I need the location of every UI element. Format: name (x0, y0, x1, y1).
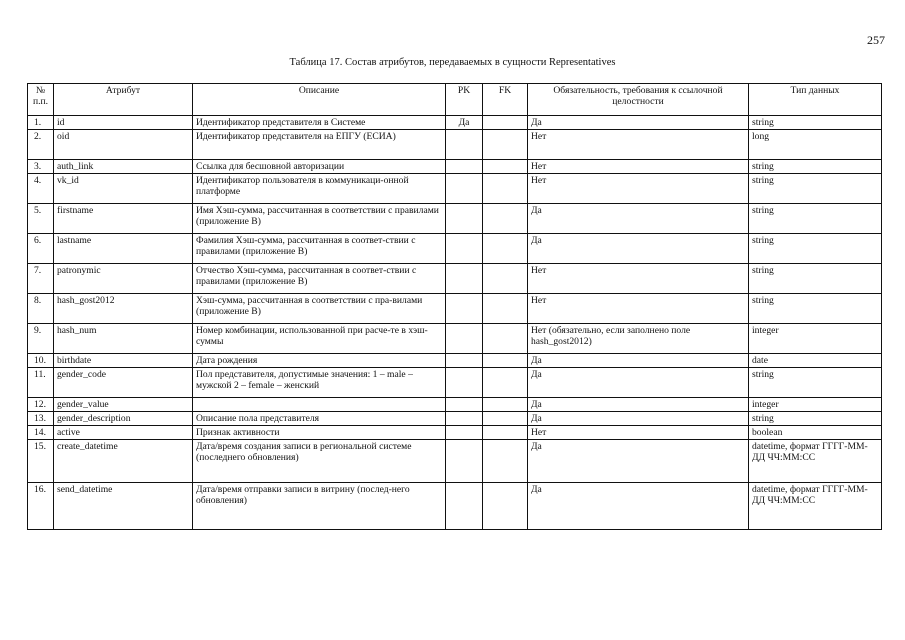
cell-pk (446, 483, 483, 530)
cell-type: string (749, 294, 882, 324)
cell-num: 7. (28, 264, 54, 294)
header-type: Тип данных (749, 84, 882, 116)
cell-mandatory: Да (528, 398, 749, 412)
cell-pk (446, 426, 483, 440)
cell-mandatory: Нет (528, 294, 749, 324)
cell-num: 1. (28, 116, 54, 130)
cell-num: 6. (28, 234, 54, 264)
cell-description: Дата/время создания записи в региональной системе (последнего обновления) (193, 440, 446, 483)
table-header-row (28, 84, 882, 116)
table-row (28, 294, 882, 324)
cell-description: Имя Хэш-сумма, рассчитанная в соответствии с правилами (приложение В) (193, 204, 446, 234)
cell-type: string (749, 160, 882, 174)
cell-fk (483, 234, 528, 264)
table-row (28, 234, 882, 264)
header-pk: PK (446, 84, 483, 116)
cell-fk (483, 264, 528, 294)
cell-pk (446, 130, 483, 160)
table-row (28, 354, 882, 368)
cell-attribute: auth_link (54, 160, 193, 174)
cell-description: Пол представителя, допустимые значения: 1 – male – мужской 2 – female – женский (193, 368, 446, 398)
cell-pk (446, 368, 483, 398)
cell-type: date (749, 354, 882, 368)
cell-description: Идентификатор пользователя в коммуникаци-онной платформе (193, 174, 446, 204)
cell-description: Отчество Хэш-сумма, рассчитанная в соответ-ствии с правилами (приложение В) (193, 264, 446, 294)
cell-fk (483, 204, 528, 234)
table-row (28, 116, 882, 130)
cell-num: 2. (28, 130, 54, 160)
cell-description: Дата/время отправки записи в витрину (послед-него обновления) (193, 483, 446, 530)
cell-num: 5. (28, 204, 54, 234)
cell-mandatory: Нет (528, 174, 749, 204)
cell-num: 3. (28, 160, 54, 174)
cell-pk (446, 354, 483, 368)
cell-mandatory: Да (528, 412, 749, 426)
cell-num: 14. (28, 426, 54, 440)
table-row (28, 130, 882, 160)
cell-attribute: hash_gost2012 (54, 294, 193, 324)
cell-type: boolean (749, 426, 882, 440)
table-row (28, 174, 882, 204)
table-row (28, 412, 882, 426)
cell-mandatory: Нет (528, 426, 749, 440)
cell-type: datetime, формат ГГГГ-ММ-ДД ЧЧ:ММ:СС (749, 483, 882, 530)
cell-pk (446, 204, 483, 234)
cell-type: integer (749, 398, 882, 412)
cell-fk (483, 294, 528, 324)
page-number: 257 (867, 33, 885, 47)
cell-fk (483, 426, 528, 440)
table-row (28, 204, 882, 234)
cell-mandatory: Нет (528, 130, 749, 160)
cell-description: Идентификатор представителя на ЕПГУ (ЕСИА) (193, 130, 446, 160)
cell-num: 8. (28, 294, 54, 324)
cell-description: Признак активности (193, 426, 446, 440)
cell-attribute: gender_description (54, 412, 193, 426)
cell-attribute: vk_id (54, 174, 193, 204)
cell-attribute: firstname (54, 204, 193, 234)
cell-description: Дата рождения (193, 354, 446, 368)
cell-attribute: gender_value (54, 398, 193, 412)
cell-num: 16. (28, 483, 54, 530)
cell-type: long (749, 130, 882, 160)
cell-description: Описание пола представителя (193, 412, 446, 426)
cell-mandatory: Да (528, 483, 749, 530)
cell-type: string (749, 412, 882, 426)
cell-fk (483, 368, 528, 398)
cell-pk (446, 264, 483, 294)
cell-attribute: patronymic (54, 264, 193, 294)
attributes-table (27, 83, 882, 530)
table-row (28, 398, 882, 412)
cell-attribute: hash_num (54, 324, 193, 354)
cell-fk (483, 398, 528, 412)
cell-fk (483, 324, 528, 354)
cell-description: Номер комбинации, использованной при расче-те в хэш-суммы (193, 324, 446, 354)
cell-num: 15. (28, 440, 54, 483)
cell-mandatory: Да (528, 440, 749, 483)
cell-type: string (749, 204, 882, 234)
cell-fk (483, 160, 528, 174)
cell-pk (446, 294, 483, 324)
cell-description: Хэш-сумма, рассчитанная в соответствии с пра-вилами (приложение В) (193, 294, 446, 324)
cell-attribute: create_datetime (54, 440, 193, 483)
cell-fk (483, 412, 528, 426)
cell-description: Фамилия Хэш-сумма, рассчитанная в соответ-ствии с правилами (приложение В) (193, 234, 446, 264)
cell-fk (483, 354, 528, 368)
cell-attribute: active (54, 426, 193, 440)
cell-type: string (749, 264, 882, 294)
cell-attribute: oid (54, 130, 193, 160)
cell-mandatory: Нет (528, 264, 749, 294)
cell-fk (483, 116, 528, 130)
cell-attribute: send_datetime (54, 483, 193, 530)
cell-fk (483, 483, 528, 530)
table-row (28, 160, 882, 174)
cell-num: 13. (28, 412, 54, 426)
cell-type: string (749, 234, 882, 264)
cell-fk (483, 174, 528, 204)
cell-num: 9. (28, 324, 54, 354)
cell-num: 10. (28, 354, 54, 368)
cell-pk (446, 160, 483, 174)
cell-mandatory: Да (528, 354, 749, 368)
cell-num: 11. (28, 368, 54, 398)
cell-mandatory: Да (528, 234, 749, 264)
table-row (28, 426, 882, 440)
cell-num: 4. (28, 174, 54, 204)
cell-description (193, 398, 446, 412)
cell-attribute: birthdate (54, 354, 193, 368)
header-num: № п.п. (28, 84, 54, 116)
cell-attribute: gender_code (54, 368, 193, 398)
cell-type: string (749, 174, 882, 204)
cell-pk (446, 234, 483, 264)
cell-type: string (749, 368, 882, 398)
cell-pk (446, 440, 483, 483)
cell-attribute: lastname (54, 234, 193, 264)
table-row (28, 483, 882, 530)
cell-pk (446, 398, 483, 412)
cell-mandatory: Нет (528, 160, 749, 174)
table-caption: Таблица 17. Состав атрибутов, передаваемых в сущности Representatives (289, 57, 616, 68)
header-fk: FK (483, 84, 528, 116)
cell-mandatory: Нет (обязательно, если заполнено поле hash_gost2012) (528, 324, 749, 354)
cell-num: 12. (28, 398, 54, 412)
table-row (28, 264, 882, 294)
cell-attribute: id (54, 116, 193, 130)
cell-description: Ссылка для бесшовной авторизации (193, 160, 446, 174)
cell-fk (483, 130, 528, 160)
table-row (28, 368, 882, 398)
header-description: Описание (193, 84, 446, 116)
cell-type: string (749, 116, 882, 130)
cell-mandatory: Да (528, 116, 749, 130)
cell-pk: Да (446, 116, 483, 130)
header-mandatory: Обязательность, требования к ссылочной целостности (528, 84, 749, 116)
cell-type: integer (749, 324, 882, 354)
cell-type: datetime, формат ГГГГ-ММ-ДД ЧЧ:ММ:СС (749, 440, 882, 483)
table-row (28, 324, 882, 354)
cell-description: Идентификатор представителя в Системе (193, 116, 446, 130)
cell-pk (446, 324, 483, 354)
cell-fk (483, 440, 528, 483)
table-row (28, 440, 882, 483)
cell-mandatory: Да (528, 204, 749, 234)
cell-mandatory: Да (528, 368, 749, 398)
cell-pk (446, 412, 483, 426)
header-attribute: Атрибут (54, 84, 193, 116)
cell-pk (446, 174, 483, 204)
